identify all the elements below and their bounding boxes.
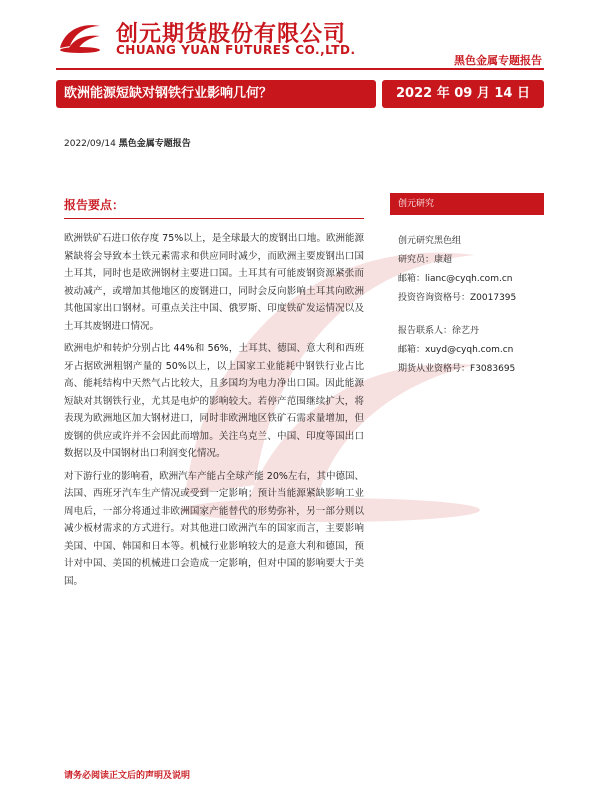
key-point-paragraph: 对下游行业的影响看，欧洲汽车产能占全球产能 20%左右，其中德国、法国、西班牙汽车生产情况或受到一定影响；预计当能源紧缺影响工业周电后，一部分将通过非欧洲国家产能替代的形势弥补，另一部分则以减少板材需求的方式进行。对其他进口欧洲汽车的国家而言，主要影响美国、中国、韩国和日本等。机械行业影响较大的是意大利和德国，预计对中国、美国的机械进口会造成一定影响，但对中国的影响要大于美国。 [64, 470, 364, 587]
company-name-cn: 创元期货股份有限公司 [116, 22, 347, 47]
subline-date: 2022/09/14 [64, 139, 116, 149]
key-point-paragraph: 欧洲电炉和转炉分别占比 44%和 56%，土耳其、德国、意大利和西班牙占据欧洲粗钢产量的 50%以上，以上国家工业能耗中钢铁行业占比高、能耗结构中天然气占比较大，且多国均为电力净出口国。因此能源短缺对其钢铁行业，尤其是电炉的影响较大。若停产范围继续扩大，将表现为欧洲地区加大钢材进口，同时非欧洲地区铁矿石需求量增加，但废钢的供应或许并不会因此而增加。关注乌克兰、中国、印度等国出口数据以及中国钢材出口利润变化情况。 [64, 343, 364, 459]
key-points-divider [64, 218, 364, 219]
report-date: 2022 年 09 月 14 日 [382, 80, 544, 108]
key-point-paragraph: 欧洲铁矿石进口依存度 75%以上，是全球最大的废钢出口地。欧洲能源紧缺将会导致本土铁元素需求和供应同时减少，而欧洲主要废钢出口国土耳其，同时也是欧洲钢材主要进口国。土耳其有可能废钢资源紧张而被动减产，或增加其他地区的废钢进口，同时会反向影响土耳其向欧洲其他国家出口钢材。可重点关注中国、俄罗斯、印度铁矿发运情况以及土耳其废钢进口情况。 [64, 233, 364, 332]
analyst-name: 康超 [434, 255, 453, 265]
email-label: 邮箱： [398, 345, 426, 355]
analyst-label: 研究员： [398, 255, 435, 265]
analyst-email-line [398, 270, 548, 289]
analyst-license-line [398, 289, 548, 308]
contact-email[interactable]: xuyd@cyqh.com.cn [425, 345, 514, 355]
sidebar-spacer [398, 308, 548, 322]
license-label: 期货从业资格号： [398, 364, 471, 374]
disclaimer-note: 请务必阅读正文后的声明及说明 [64, 771, 191, 781]
contact-email-line [398, 341, 548, 360]
contact-line [398, 322, 548, 341]
report-subline [64, 136, 191, 149]
report-type-label: 黑色金属专题报告 [454, 54, 542, 67]
sidebar-header: 创元研究 [390, 193, 544, 215]
subline-report-type: 黑色金属专题报告 [118, 139, 191, 149]
company-logo-icon [56, 18, 104, 54]
research-group: 创元研究黑色组 [398, 236, 462, 246]
license-label: 投资咨询资格号： [398, 293, 471, 303]
email-label: 邮箱： [398, 274, 426, 284]
analyst-license: Z0017395 [470, 293, 517, 303]
key-points-body [64, 230, 364, 595]
analyst-email[interactable]: lianc@cyqh.com.cn [425, 274, 513, 284]
sidebar-contact-info [398, 232, 548, 379]
company-name-en: CHUANG YUAN FUTURES CO.,LTD. [116, 43, 356, 57]
contact-label: 报告联系人： [398, 326, 453, 336]
analyst-line [398, 251, 548, 270]
key-points-heading: 报告要点： [64, 198, 125, 212]
report-title: 欧洲能源短缺对钢铁行业影响几何？ [56, 80, 376, 108]
header-divider [56, 68, 544, 70]
contact-license: F3083695 [470, 364, 516, 374]
contact-name: 徐艺丹 [452, 326, 480, 336]
contact-license-line [398, 360, 548, 379]
